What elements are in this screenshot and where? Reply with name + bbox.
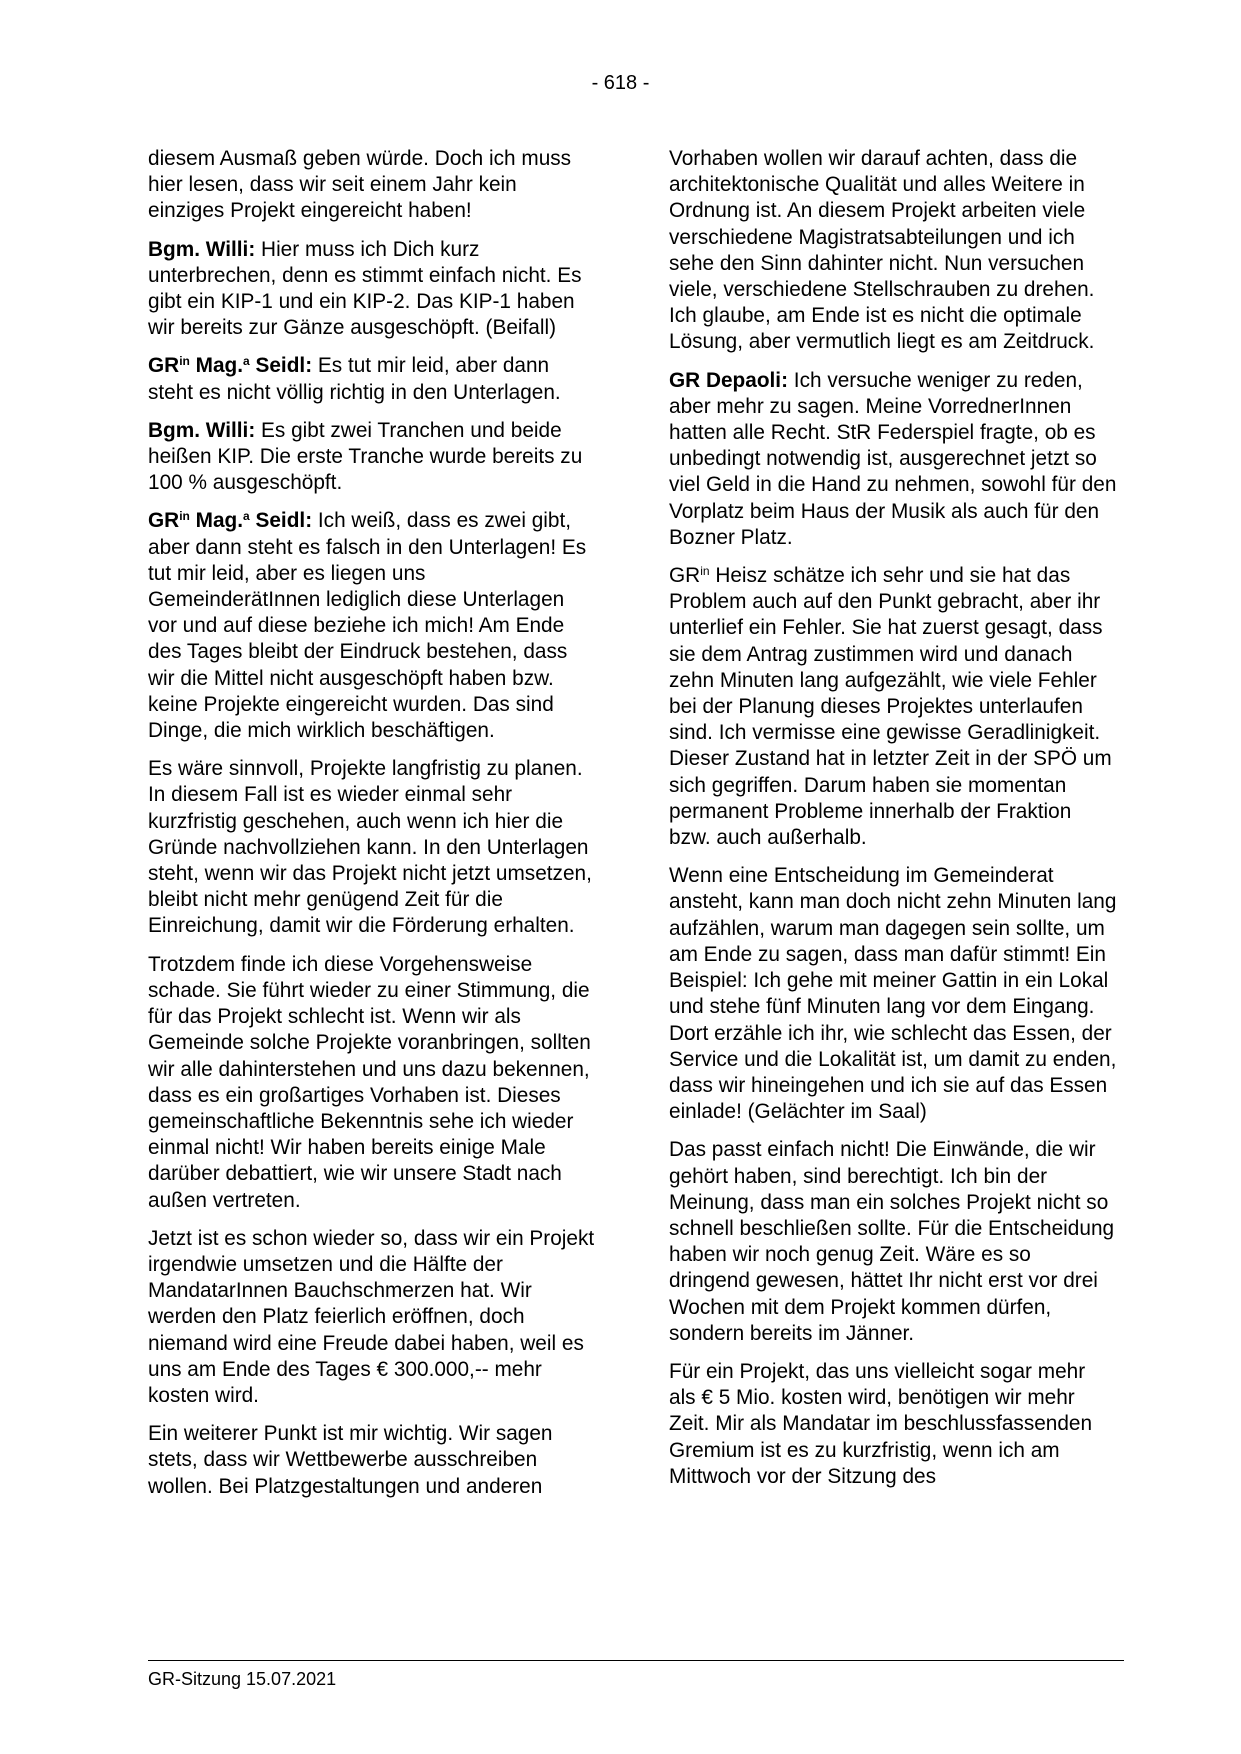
speaker-title: GR xyxy=(148,509,180,533)
left-paragraph-3 xyxy=(148,353,596,405)
speaker-label: Bgm. Willi: xyxy=(148,237,256,261)
speaker-degree-suffix: a xyxy=(243,354,250,369)
footer-divider xyxy=(148,1660,1124,1661)
speaker-degree: Mag. xyxy=(189,354,244,378)
right-column xyxy=(669,146,1117,1502)
right-paragraph-1: Vorhaben wollen wir darauf achten, dass die architektonische Qualität und alles Weitere in Ordnung ist. An diesem Projekt arbeiten viele verschiedene Magistratsabteilungen und ich sehe den Sinn dahinter nicht. Nun versuchen viele, verschiedene Stellschrauben zu drehen. Ich glaube, am Ende ist es nicht die optimale Lösung, aber vermutlich liegt es am Zeitdruck. xyxy=(669,147,1095,354)
speaker-degree-suffix: a xyxy=(243,509,250,524)
left-paragraph-6: Es wäre sinnvoll, Projekte langfristig zu planen. In diesem Fall ist es wieder einmal sehr kurzfristig geschehen, auch wenn ich hier die Gründe nachvollziehen kann. In den Unterlagen steht, wenn wir das Projekt nicht jetzt umsetzen, bleibt nicht mehr genügend Zeit für die Einreichung, damit wir die Förderung erhalten. xyxy=(148,757,592,938)
speaker-title-suffix: in xyxy=(179,509,190,524)
speaker-title: GR xyxy=(148,354,180,378)
speaker-label: GR Depaoli: xyxy=(669,368,789,392)
speaker-title-suffix: in xyxy=(700,564,710,579)
left-paragraph-5 xyxy=(148,508,596,744)
page-number: - 618 - xyxy=(591,72,650,94)
speech-text: Heisz schätze ich sehr und sie hat das Problem auch auf den Punkt gebracht, aber ihr unterlief ein Fehler. Sie hat zuerst gesagt, dass sie dem Antrag zustimmen wird und danach zehn Minuten lang aufgezählt, wie viele Fehler bei der Planung dieses Projektes unterlaufen sind. Ich vermisse eine gewisse Geradlinigkeit. Dieser Zustand hat in letzter Zeit in der SPÖ um sich gegriffen. Darum haben sie momentan permanent Probleme innerhalb der Fraktion bzw. auch außerhalb. xyxy=(669,564,1112,850)
speech-text: Hier muss ich Dich kurz unterbrechen, denn es stimmt einfach nicht. Es gibt ein KIP-1 und ein KIP-2. Das KIP-1 haben wir bereits zur Gänze ausgeschöpft. (Beifall) xyxy=(148,237,582,340)
left-column xyxy=(148,146,596,1512)
speaker-title-suffix: in xyxy=(179,354,190,369)
left-paragraph-8: Jetzt ist es schon wieder so, dass wir ein Projekt irgendwie umsetzen und die Hälfte der MandatarInnen Bauchschmerzen hat. Wir werden den Platz feierlich eröffnen, doch niemand wird eine Freude dabei haben, weil es uns am Ende des Tages € 300.000,-- mehr kosten wird. xyxy=(148,1226,595,1407)
speaker-label: Bgm. Willi: xyxy=(148,418,256,442)
speech-text: Es tut mir leid, aber dann steht es nicht völlig richtig in den Unterlagen. xyxy=(148,354,561,404)
speaker-name: Seidl: xyxy=(249,354,313,378)
left-paragraph-9: Ein weiterer Punkt ist mir wichtig. Wir sagen stets, dass wir Wettbewerbe ausschreiben wollen. Bei Platzgestaltungen und anderen xyxy=(148,1422,553,1498)
right-paragraph-3 xyxy=(669,563,1117,851)
speaker-label xyxy=(148,509,312,532)
right-paragraph-4: Wenn eine Entscheidung im Gemeinderat ansteht, kann man doch nicht zehn Minuten lang aufzählen, warum man dagegen sein sollte, um am Ende zu sagen, dass man dafür stimmt! Ein Beispiel: Ich gehe mit meiner Gattin in ein Lokal und stehe fünf Minuten lang vor dem Eingang. Dort erzähle ich ihr, wie schlecht das Essen, der Service und die Lokalität ist, um damit zu enden, dass wir hineingehen und ich sie auf das Essen einlade! (Gelächter im Saal) xyxy=(669,864,1117,1124)
left-paragraph-2 xyxy=(148,237,596,342)
left-paragraph-1: diesem Ausmaß geben würde. Doch ich muss hier lesen, dass wir seit einem Jahr kein einziges Projekt eingereicht haben! xyxy=(148,147,572,223)
speaker-label xyxy=(148,354,312,377)
speech-text: Ich versuche weniger zu reden, aber mehr zu sagen. Meine VorrednerInnen hatten alle Recht. StR Federspiel fragte, ob es unbedingt notwendig ist, ausgerechnet jetzt so viel Geld in die Hand zu nehmen, sowohl für den Vorplatz beim Haus der Musik als auch für den Bozner Platz. xyxy=(669,368,1117,549)
speaker-degree: Mag. xyxy=(189,509,244,533)
speaker-title: GR xyxy=(669,564,701,588)
right-paragraph-6: Für ein Projekt, das uns vielleicht sogar mehr als € 5 Mio. kosten wird, benötigen wir mehr Zeit. Mir als Mandatar im beschlussfassenden Gremium ist es zu kurzfristig, wenn ich am Mittwoch vor der Sitzung des xyxy=(669,1359,1093,1488)
right-paragraph-5: Das passt einfach nicht! Die Einwände, die wir gehört haben, sind berechtigt. Ich bin der Meinung, dass man ein solches Projekt nicht so schnell beschließen sollte. Für die Entscheidung haben wir noch genug Zeit. Wäre es so dringend gewesen, hättet Ihr nicht erst vor drei Wochen mit dem Projekt kommen dürfen, sondern bereits im Jänner. xyxy=(669,1138,1115,1345)
footer-session-date: GR-Sitzung 15.07.2021 xyxy=(148,1669,337,1689)
speech-text: Es gibt zwei Tranchen und beide heißen KIP. Die erste Tranche wurde bereits zu 100 % ausgeschöpft. xyxy=(148,418,583,495)
speaker-name: Seidl: xyxy=(249,509,313,533)
left-paragraph-4 xyxy=(148,418,596,497)
right-paragraph-2 xyxy=(669,368,1117,551)
speech-text: Ich weiß, dass es zwei gibt, aber dann steht es falsch in den Unterlagen! Es tut mir leid, aber es liegen uns GemeinderätInnen lediglich diese Unterlagen vor und auf diese beziehe ich mich! Am Ende des Tages bleibt der Eindruck bestehen, dass wir die Mittel nicht ausgeschöpft haben bzw. keine Projekte eingereicht wurden. Das sind Dinge, die mich wirklich beschäftigen. xyxy=(148,509,587,743)
left-paragraph-7: Trotzdem finde ich diese Vorgehensweise schade. Sie führt wieder zu einer Stimmung, die für das Projekt schlecht ist. Wenn wir als Gemeinde solche Projekte voranbringen, sollten wir alle dahinterstehen und uns dazu bekennen, dass es ein großartiges Vorhaben ist. Dieses gemeinschaftliche Bekenntnis sehe ich wieder einmal nicht! Wir haben bereits einige Male darüber debattiert, wie wir unsere Stadt nach außen vertreten. xyxy=(148,952,591,1212)
